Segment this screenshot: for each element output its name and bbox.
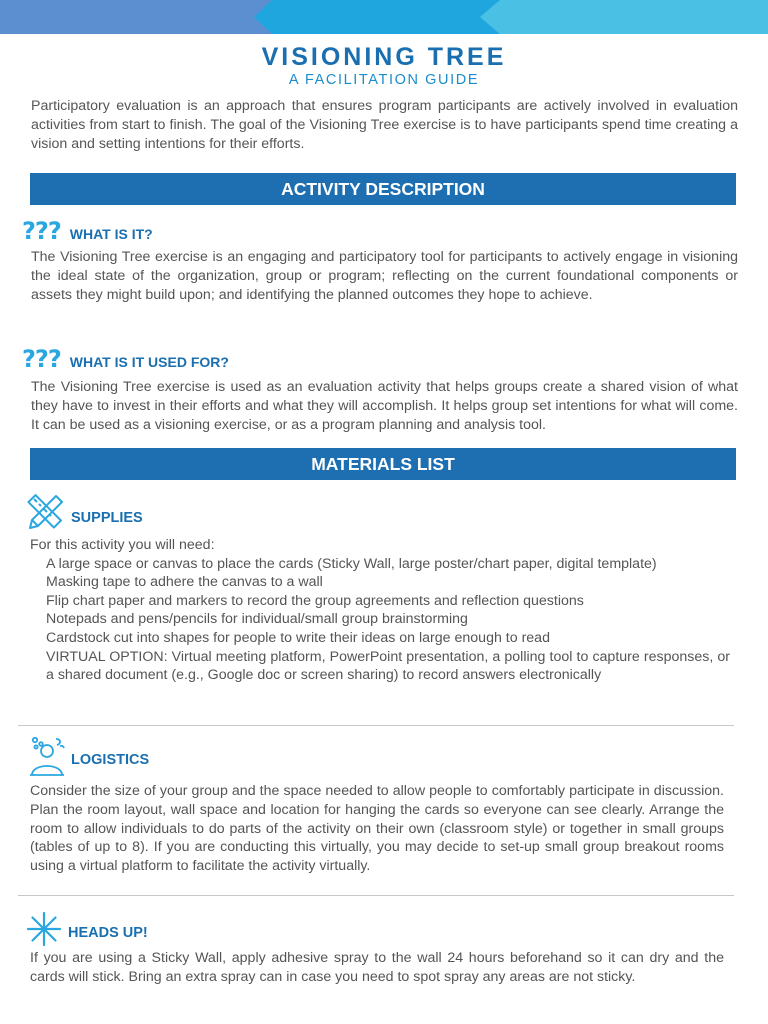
list-item: A large space or canvas to place the cards (Sticky Wall, large poster/chart paper, digital template) — [46, 555, 657, 572]
intro-paragraph: Participatory evaluation is an approach that ensures program participants are actively involved in evaluation activities from start to finish. The goal of the Visioning Tree exercise is to have participants spend time creating a vision and setting intentions for their efforts. — [31, 98, 738, 152]
list-item: Cardstock cut into shapes for people to write their ideas on large enough to read — [46, 629, 550, 646]
logistics-heading — [27, 735, 149, 782]
used-for-label: WHAT IS IT USED FOR? — [69, 353, 229, 370]
materials-list-banner: MATERIALS LIST — [30, 448, 736, 480]
question-marks-icon: ??? — [22, 217, 61, 245]
used-for-text: The Visioning Tree exercise is used as an evaluation activity that helps groups create a shared vision of what they have to invest in their efforts and what they will accomplish. It helps group set intentions for what will come. It can be used as a visioning exercise, or as a program planning and analysis tool. — [31, 379, 738, 433]
heads-up-text: If you are using a Sticky Wall, apply adhesive spray to the wall 24 hours beforehand so it can dry and the cards will stick. Bring an extra spray can in case you need to spot spray any areas are not sticky. — [30, 950, 724, 985]
person-thinking-icon — [27, 735, 67, 782]
list-item: Notepads and pens/pencils for individual/small group brainstorming — [46, 611, 468, 628]
asterisk-burst-icon — [26, 911, 62, 952]
question-marks-icon: ??? — [22, 345, 61, 373]
list-item: VIRTUAL OPTION: Virtual meeting platform, PowerPoint presentation, a polling tool to capture responses, or a shared document (e.g., Google doc or screen sharing) to record answers electronically — [46, 648, 730, 684]
logistics-label: LOGISTICS — [71, 751, 150, 768]
logistics-text: Consider the size of your group and the space needed to allow people to comfortably participate in discussion. Plan the room layout, wall space and location for hanging the cards so everyone can see clearly. Arrange the room to allow individuals to do parts of the activity on their own (classroom style) or together in small groups (tables of up to 8). If you are conducting this virtually, you may decide to set-up small group breakout rooms using a virtual platform to facilitate the activity virtually. — [30, 783, 724, 875]
document-subtitle: A FACILITATION GUIDE — [288, 72, 480, 88]
what-is-it-label: WHAT IS IT? — [69, 225, 153, 242]
list-item: Flip chart paper and markers to record the group agreements and reflection questions — [46, 592, 584, 609]
heads-up-label: HEADS UP! — [68, 924, 148, 941]
list-item: Masking tape to adhere the canvas to a wall — [46, 574, 323, 591]
what-is-it-heading — [22, 218, 153, 244]
what-is-it-used-for-heading — [22, 346, 229, 372]
document-title: VISIONING TREE — [261, 43, 507, 71]
top-color-band — [0, 0, 768, 34]
supplies-lead: For this activity you will need: — [30, 537, 215, 553]
supplies-list — [30, 536, 730, 685]
what-is-it-text: The Visioning Tree exercise is an engaging and participatory tool for participants to actively engage in visioning the ideal state of the organization, group or program; reflecting on the current foundational components or assets they might build upon; and identifying the planned outcomes they hope to achieve. — [31, 249, 738, 303]
activity-description-banner: ACTIVITY DESCRIPTION — [30, 173, 736, 205]
section-divider — [18, 895, 734, 896]
pencil-ruler-icon — [22, 490, 66, 539]
supplies-label: SUPPLIES — [71, 509, 143, 526]
heads-up-heading — [26, 911, 148, 952]
supplies-heading — [22, 490, 143, 539]
section-divider — [18, 725, 734, 726]
